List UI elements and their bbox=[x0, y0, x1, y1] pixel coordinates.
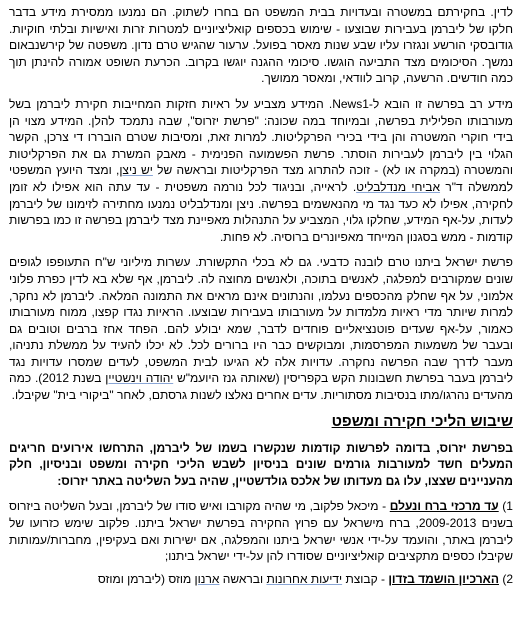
list-item-title: הארכיון הושמד בזדון bbox=[388, 571, 499, 586]
evidence-list bbox=[9, 498, 513, 587]
list-item-text-end: מוזס (ליברמן ומוזס bbox=[97, 571, 195, 586]
paragraph-1 bbox=[9, 4, 513, 87]
paragraph-2-text-end: . לראייה, ובניגוד לכל נורמה משפטית - עד עתה הוא אפילו לא זומן לחקירה, אפילו לא כעד נגד מי מהנאשמים בפרשה. ניצן ומנדלבליט נמנעו מחתירה לזימונו של ליברמן לעדות, על-אף המידע, שחלקו גלוי, המצביע על התנהלות מאפיינת מצד ליברמן בפרשה זו כמו בפרשות קודמות - ממש בסגנון המייחד מאפיונרים ברוסיה. לא פחות. bbox=[9, 179, 513, 244]
link-yehuda-weinstein[interactable]: יהודה וינשטיין bbox=[105, 371, 174, 386]
link-arnon[interactable]: ארנון bbox=[194, 571, 220, 586]
paragraph-3-text-end: בשנת 2012). כמה מהעדים נהרגו/מתו בנסיבות מסתוריות. עדים אחרים נאלצו לשנות גרסתם, לאחר "ביקורי בית" שקיבלו. bbox=[9, 371, 513, 403]
section-intro: בפרשת יזרוס, בדומה לפרשות קודמות שנקשרו בשמו של ליברמן, התרחשו אירועים חריגים המעלים חשד למעורבות גורמים שונים בניסיון לשבש הליכי חקירה ומשפט ובניסיון, חלק מהעניינים שצצו, עלו גם מעדותו של אלכס גולדשטיין, שהיה בעל השליטה באתר יזרוס: bbox=[9, 440, 513, 488]
link-yedioth-ahronoth[interactable]: ידיעות אחרונות bbox=[266, 571, 343, 586]
paragraph-2-text-middle: , ומצד היועץ המשפטי לממשלה ד"ר bbox=[9, 163, 513, 194]
list-item-number: 1) bbox=[502, 499, 513, 514]
paragraph-1-text: לדין. בחקירתם במשטרה ובעדויות בבית המשפט הם בחרו לשתוק. הם נמנעו ממסירת מידע בדבר חלקו של ליברמן בעבירות שבוצעו - שימוש בכספים קואליציוניים למטרות זרות ואישיות ובלתי חוקיות. גודובסקי הורשע ונגזרו עליו שבע שנות מאסר בפועל. ערעור שהגיש טרם נדון. משפטה של קירשנבאום נמשך. הסיכומים מצד התביעה הוגשו. סיכומי ההגנה יוגשו בקרוב. הכרעת השופט אמורה להינתן תוך כמה חודשים. הרשעה, קרוב לוודאי, ומאסר ממושך. bbox=[9, 5, 513, 86]
list-item-title: עד מרכזי ברח ונעלם bbox=[389, 499, 499, 514]
link-shai-nitzan[interactable]: יש ניצן bbox=[119, 163, 153, 178]
paragraph-2-text-start: מידע רב בפרשה זו הובא ל-News1. המידע מצביע על ראיות חזקות המחייבות חקירת ליברמן בשל מעורבותו הפלילית בפרשה, ובמיוחד במה שכונה: "פרשת יזרוס", שבה נתמכד להלן. המידע מצוי הן בידי חוקרי המשטרה והן בידי בכירי הפרקליטות. למרות זאת, ומסיבות שטרם הובררו די צרכן, הקשר הגלוי בין ליברמן לעבירות הוסתר. פרשת הפשמועה הפנימית - מאבק המשרת גם את הפרקליטות והמשטרה (במקרה או לא) - זוכה להתרוג מצד הפרקליטות ובראשה של bbox=[9, 96, 514, 178]
list-item-number: 2) bbox=[502, 571, 513, 586]
paragraph-3-text-start: פרשת ישראל ביתנו טרם לובנה כדבעי. גם לא בכלי התקשורת. עשרות מיליוני ש"ח התעופפו לגופים שונים שמקורבים למפלגה, לאנשים בתוכה, ולאנשים מחוצה לה. ליברמן, אף שלא בא לדין כפרת פלוני אלמוני, על אף שחלק מהכספים נעלמו, והנתונים אינם מראים את התמונה המלאה. ליברמן לא נחקר, למרות שיותר מדי ראיות מלמדות על מעורבותו בעבירות שבוצעו. הראיות נגדו קפצו, ממוח מעורבותו כאמור, על-אף שעדים פוטנציאליים פוחדים לדבר, שמא יבולע להם. הפחד אחז ברבים וטובים גם ובעבר של משמעות המפרסמות, ומבוקשים כבר היו ברורים לכל. לא יכלו להעיד על ממשלת נתניהו, מעבר לדרך שבה הפרשה נחקרה. עדויות אלה לא הגיעו לבית המשפט, לעדים שמסרו עדויות נגד ליברמן בעבר בפרשת חשבונות הקש בקפריסין (שאותה גנז היועמ"ש bbox=[9, 255, 514, 386]
list-item-text: - מיכאל פלקוב, מי שהיה מקורבו ואיש סודו של ליברמן, ובעל השליטה ביזרוס בשנים 2009-2013, ברח מישראל עם פרוץ החקירה בפרשת ישראל ביתנו. פלקוב שימש כזרועו של ליברמן באתר, והועמד על-ידי אנשי ישראל ביתנו והמפלגה, אם ישירות ואם בעקיפין, מחברות/עמותות שקיבלו כספים מתקציבים קואליציוניים שסודרו להן על-ידי ישראל ביתנו; bbox=[9, 499, 513, 564]
link-avichai-mandelblit[interactable]: אביחי מנדלבליט bbox=[356, 179, 441, 194]
paragraph-3 bbox=[9, 254, 513, 403]
list-item-text-middle: ובראשה bbox=[219, 571, 267, 586]
section-heading: שיבוש הליכי חקירה ומשפט bbox=[331, 412, 513, 430]
list-item bbox=[9, 571, 513, 588]
paragraph-2 bbox=[9, 96, 513, 245]
list-item-text-start: - קבוצת bbox=[342, 571, 389, 586]
list-item bbox=[9, 498, 513, 564]
